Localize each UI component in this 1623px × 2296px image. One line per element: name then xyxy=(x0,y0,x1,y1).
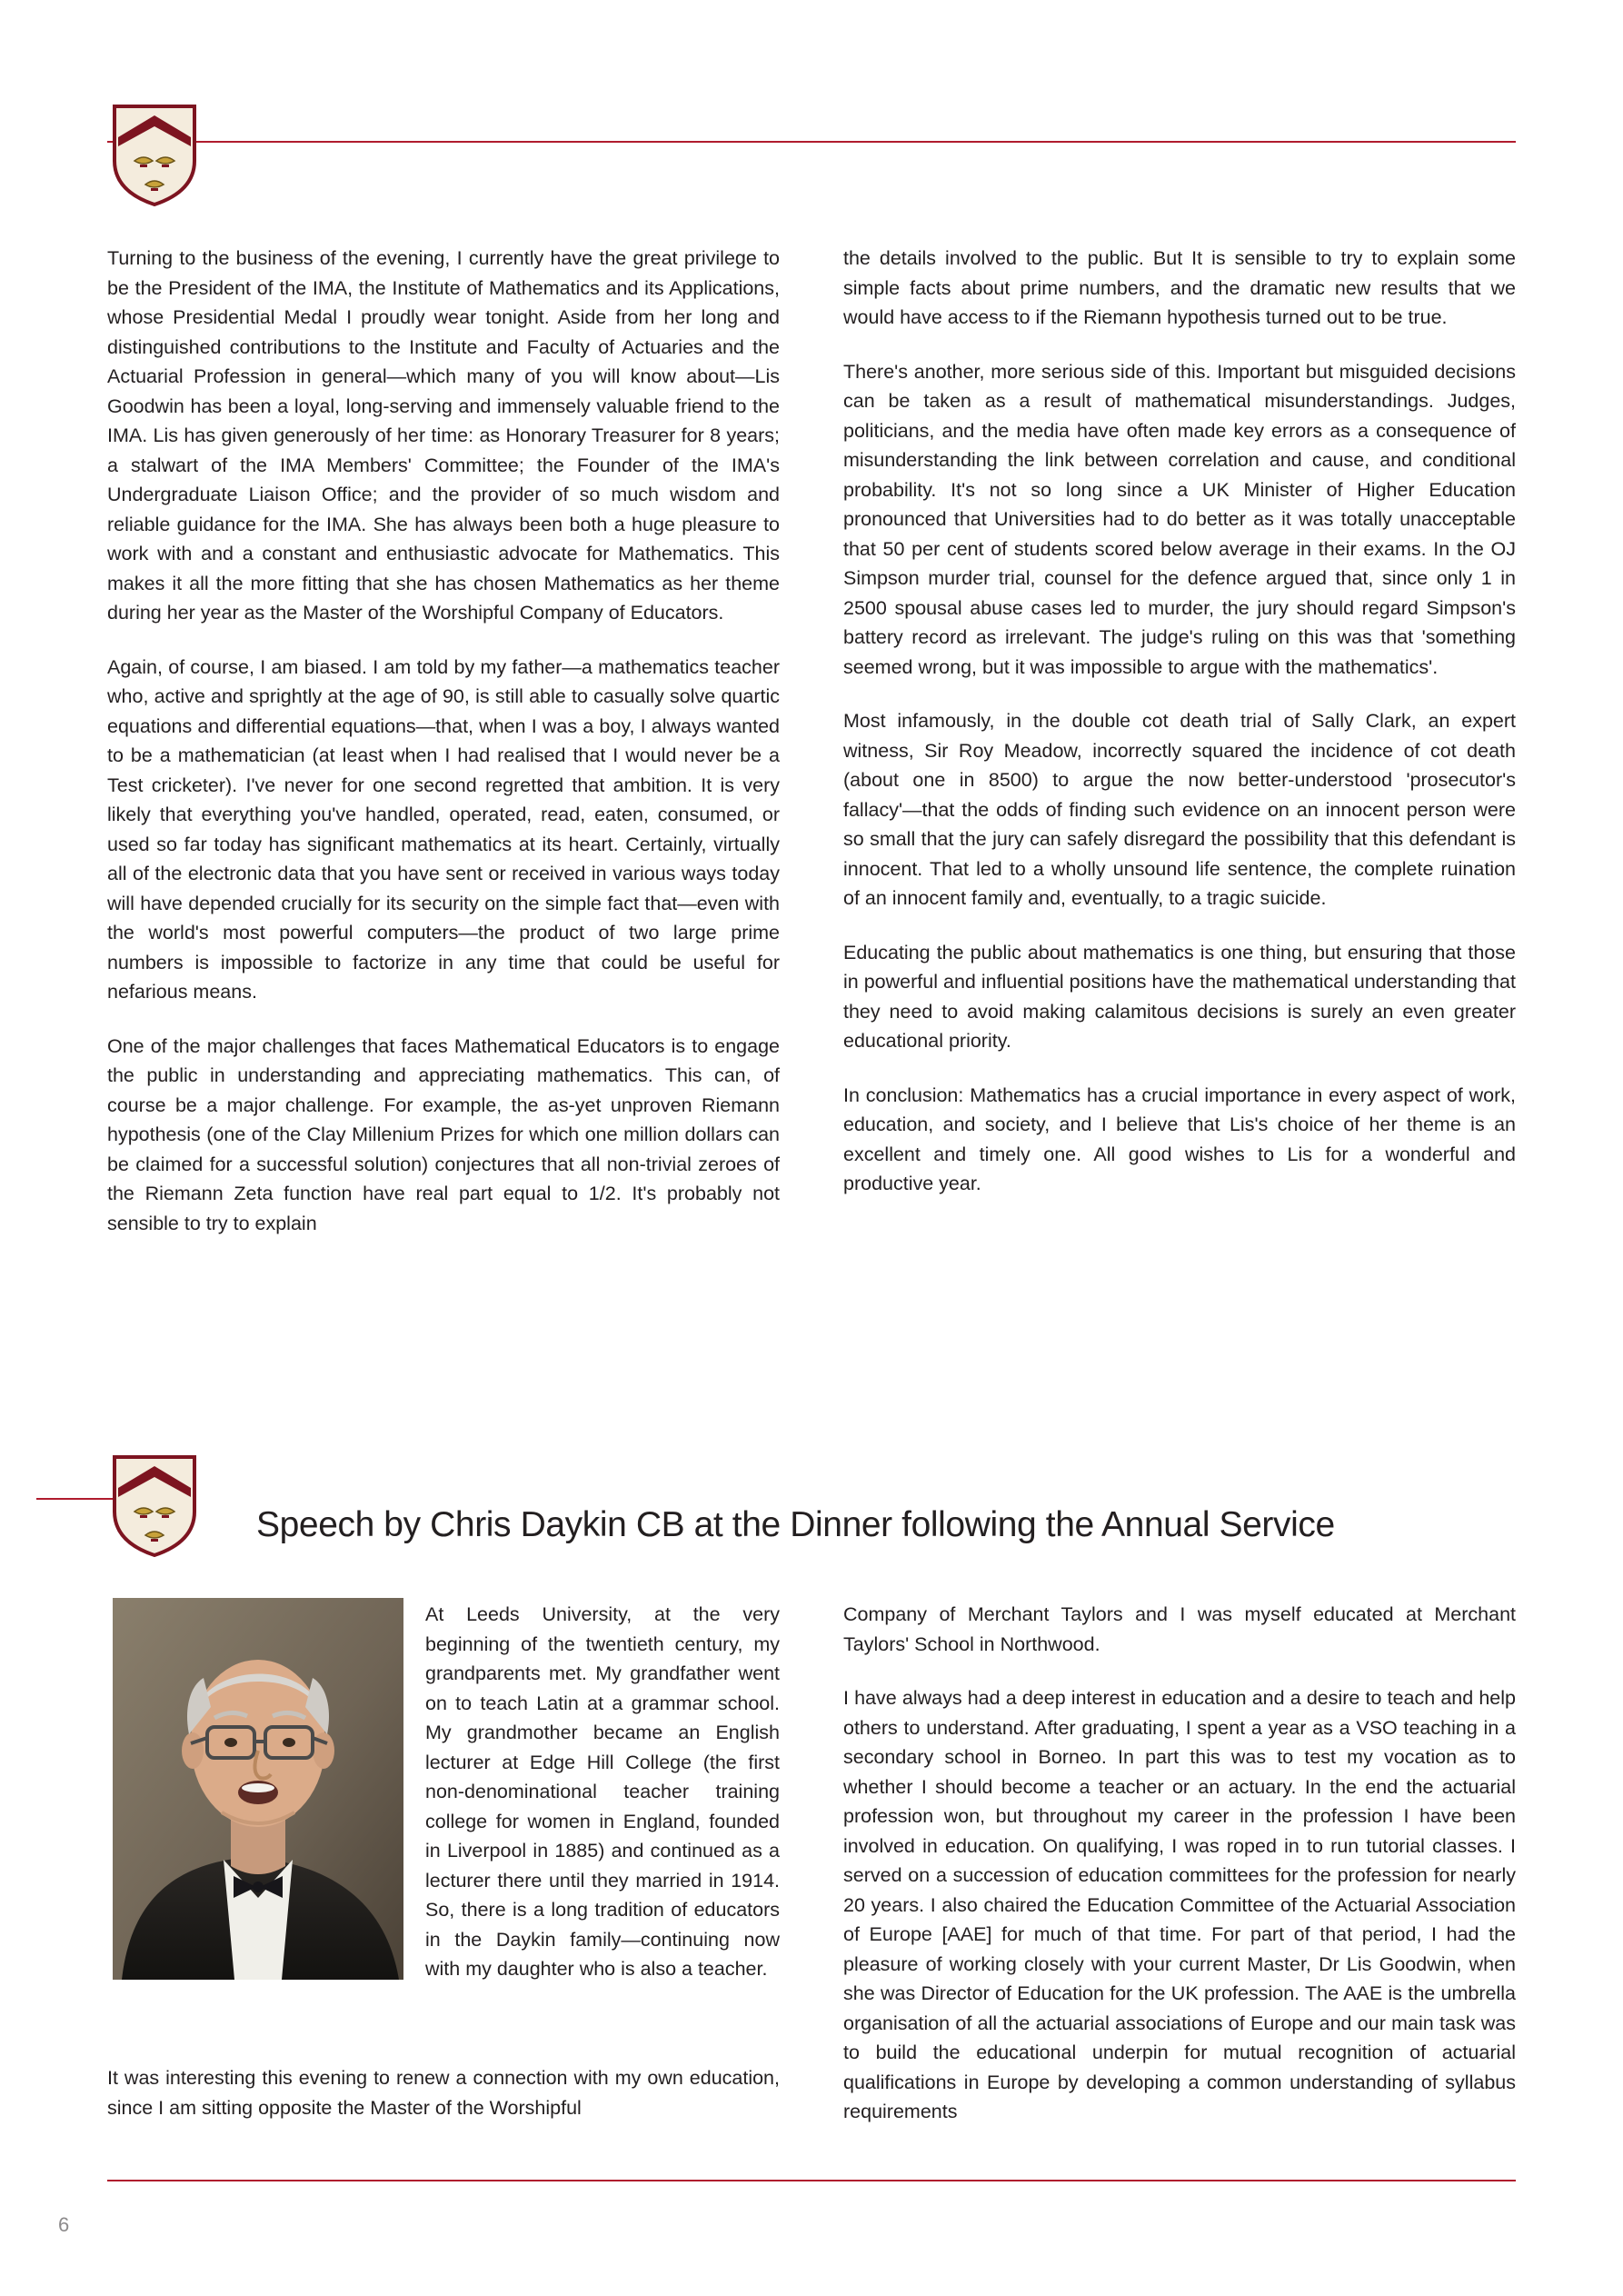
header-rule xyxy=(107,141,1516,143)
paragraph: Again, of course, I am biased. I am told by my father—a mathematics teacher who, active and sprightly at the age of 90, is still able to casually solve quartic equations and differential equations—that, when I was a boy, I always wanted to be a mathematician (at least when I had realised that I would never be a Test cricketer). I've never for one second regretted that ambition. It is very likely that everything you've handled, operated, read, eaten, consumed, or used so far today has significant mathematics at its heart. Certainly, virtually all of the electronic data that you have sent or received in various ways today will have depended crucially for its security on the simple fact that—even with the world's most powerful computers—the product of two large prime numbers is impossible to factorize in any time that could be useful for nefarious means. xyxy=(107,655,780,1003)
article-top-left-column xyxy=(107,244,780,1238)
paragraph: Turning to the business of the evening, I currently have the great privilege to be the President of the IMA, the Institute of Mathematics and its Applications, whose Presidential Medal I proudly wear tonight. Aside from her long and distinguished contributions to the Institute and Faculty of Actuaries and the Actuarial Profession in general—which many of you will know about—Lis Goodwin has been a loyal, long-serving and immensely valuable friend to the IMA. Lis has given generously of her time: as Honorary Treasurer for 8 years; a stalwart of the IMA Members' Committee; the Founder of the IMA's Undergraduate Liaison Office; and the provider of so much wisdom and reliable guidance for the IMA. She has always been both a huge pleasure to work with and a constant and enthusiastic advocate for Mathematics. This makes it all the more fitting that she has chosen Mathematics as her theme during her year as the Master of the Worshipful Company of Educators. xyxy=(107,247,780,624)
article-top-right-column xyxy=(843,244,1516,1199)
paragraph: Most infamously, in the double cot death trial of Sally Clark, an expert witness, Sir Roy Meadow, incorrectly squared the incidence of cot death (about one in 8500) to argue the now better-understood 'prosecutor's fallacy'—that the odds of finding such evidence on an innocent person were so small that the jury can safely disregard the possibility that this defendant is innocent. That led to a wholly unsound life sentence, the complete ruination of an innocent family and, eventually, to a tragic suicide. xyxy=(843,710,1516,909)
paragraph: Company of Merchant Taylors and I was myself educated at Merchant Taylors' School in Northwood. xyxy=(843,1603,1516,1655)
shield-crest-icon xyxy=(113,1455,196,1557)
page-number: 6 xyxy=(58,2213,70,2236)
paragraph: the details involved to the public. But It is sensible to try to explain some simple facts about prime numbers, and the dramatic new results that we would have access to if the Riemann hypothesis turned out to be true. xyxy=(843,247,1516,328)
article-bottom-right-column xyxy=(843,1600,1516,2127)
article-bottom-left-wide-column xyxy=(107,2063,780,2122)
paragraph: At Leeds University, at the very beginning of the twentieth century, my grandparents met. My grandfather went on to teach Latin at a grammar school. My grandmother became an English lecturer at Edge Hill College (the first non-denominational teacher training college for women in England, founded in Liverpool in 1885) and continued as a lecturer there until they married in 1914. So, there is a long tradition of educators in the Daykin family—continuing now with my daughter who is also a teacher. xyxy=(425,1603,780,1980)
paragraph: There's another, more serious side of this. Important but misguided decisions can be taken as a result of mathematical misunderstandings. Judges, politicians, and the media have often made key errors as a consequence of misunderstanding the link between correlation and cause, and conditional probability. It's not so long since a UK Minister of Higher Education pronounced that Universities had to do better as it was totally unacceptable that 50 per cent of students scored below average in their exams. In the OJ Simpson murder trial, counsel for the defence argued that, since only 1 in 2500 spousal abuse cases led to murder, the jury should regard Simpson's battery record as irrelevant. The judge's ruling on this was that 'something seemed wrong, but it was impossible to argue with the mathematics'. xyxy=(843,360,1516,678)
paragraph: In conclusion: Mathematics has a crucial importance in every aspect of work, education, and society, and I believe that Lis's choice of her theme is an excellent and timely one. All good wishes to Lis for a wonderful and productive year. xyxy=(843,1083,1516,1194)
shield-crest-icon xyxy=(113,105,196,206)
paragraph: I have always had a deep interest in education and a desire to teach and help others to understand. After graduating, I spent a year as a VSO teaching in a secondary school in Borneo. In part this was to test my vocation as to whether I should become a teacher or an actuary. In the end the actuarial profession won, but throughout my career in the profession I have been involved in education. On qualifying, I was roped in to run tutorial classes. I served on a succession of education committees for the profession for nearly 20 years. I also chaired the Education Committee of the Actuarial Association of Europe [AAE] for much of that time. For part of that period, I had the pleasure of working closely with your current Master, Dr Lis Goodwin, when she was Director of Education for the UK profession. The AAE is the umbrella organisation of all the actuarial associations of Europe and our main task was to build the educational underpin for mutual recognition of actuarial qualifications in Europe by developing a common understanding of syllabus requirements xyxy=(843,1687,1516,2122)
paragraph: It was interesting this evening to renew a connection with my own education, since I am sitting opposite the Master of the Worshipful xyxy=(107,2067,780,2119)
paragraph: Educating the public about mathematics is one thing, but ensuring that those in powerful and influential positions have the mathematical understanding that they need to avoid making calamitous decisions is surely an even greater educational priority. xyxy=(843,941,1516,1052)
section-title: Speech by Chris Daykin CB at the Dinner following the Annual Service xyxy=(256,1505,1335,1545)
footer-rule xyxy=(107,2180,1516,2181)
speaker-photo xyxy=(113,1598,403,1980)
article-bottom-left-narrow-column xyxy=(425,1600,780,1984)
paragraph: One of the major challenges that faces Mathematical Educators is to engage the public in understanding and appreciating mathematics. This can, of course be a major challenge. For example, the as-yet unproven Riemann hypothesis (one of the Clay Millenium Prizes for which one million dollars can be claimed for a successful solution) conjectures that all non-trivial zeroes of the Riemann Zeta function have real part equal to 1/2. It's probably not sensible to try to explain xyxy=(107,1034,780,1234)
